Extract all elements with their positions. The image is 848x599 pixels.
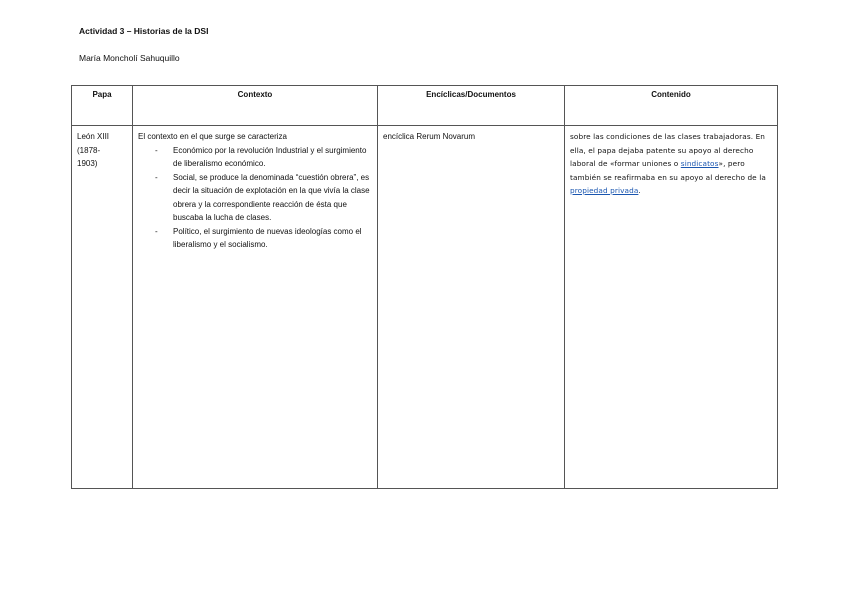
contexto-item-social: Social, se produce la denominada “cuestión obrera”, es decir la situación de explotación en la que vivía la clase obrera y la correspondiente reacción de ésta que buscaba la lucha de clases.	[173, 172, 370, 222]
list-item	[138, 144, 372, 171]
papa-years-end: 1903)	[77, 159, 98, 168]
contexto-item-politico: Político, el surgimiento de nuevas ideologías como el liberalismo y el socialismo.	[173, 226, 362, 249]
enciclica-title: encíclica Rerum Novarum	[383, 132, 476, 141]
cell-papa	[72, 126, 133, 489]
cell-contexto	[133, 126, 378, 489]
list-item	[138, 171, 372, 225]
dash-bullet: -	[155, 172, 158, 182]
header-contexto: Contexto	[133, 86, 378, 126]
papa-years-start: (1878-	[77, 145, 101, 155]
contenido-text-3: .	[638, 186, 641, 195]
cell-contenido	[565, 126, 778, 489]
header-enciclicas: Encíclicas/Documentos	[378, 86, 565, 126]
contenido-text-2: », pero también se reafirmaba en su apoyo al derecho de la	[570, 159, 766, 182]
table-row	[72, 126, 778, 489]
contexto-list	[138, 144, 372, 252]
sindicatos-link[interactable]: sindicatos	[680, 159, 719, 168]
list-item	[138, 225, 372, 252]
cell-enciclica	[378, 126, 565, 489]
dash-bullet: -	[155, 145, 158, 155]
document-title: Actividad 3 – Historias de la DSI	[79, 26, 209, 36]
document-author: María Moncholí Sahuquillo	[79, 53, 180, 63]
contenido-text-1: sobre las condiciones de las clases trabajadoras. En ella, el papa dejaba patente su apoyo al derecho laboral de «formar uniones o	[570, 132, 766, 168]
contexto-intro: El contexto en el que surge se caracteriza	[138, 132, 287, 141]
dsi-table	[71, 85, 778, 489]
propiedad-privada-link[interactable]: propiedad privada	[570, 186, 639, 195]
table-header-row	[72, 86, 778, 126]
contexto-item-economico: Económico por la revolución Industrial y el surgimiento de liberalismo económico.	[173, 145, 367, 168]
dash-bullet: -	[155, 226, 158, 236]
header-contenido: Contenido	[565, 86, 778, 126]
header-papa: Papa	[72, 86, 133, 126]
papa-name: León XIII	[77, 132, 110, 141]
